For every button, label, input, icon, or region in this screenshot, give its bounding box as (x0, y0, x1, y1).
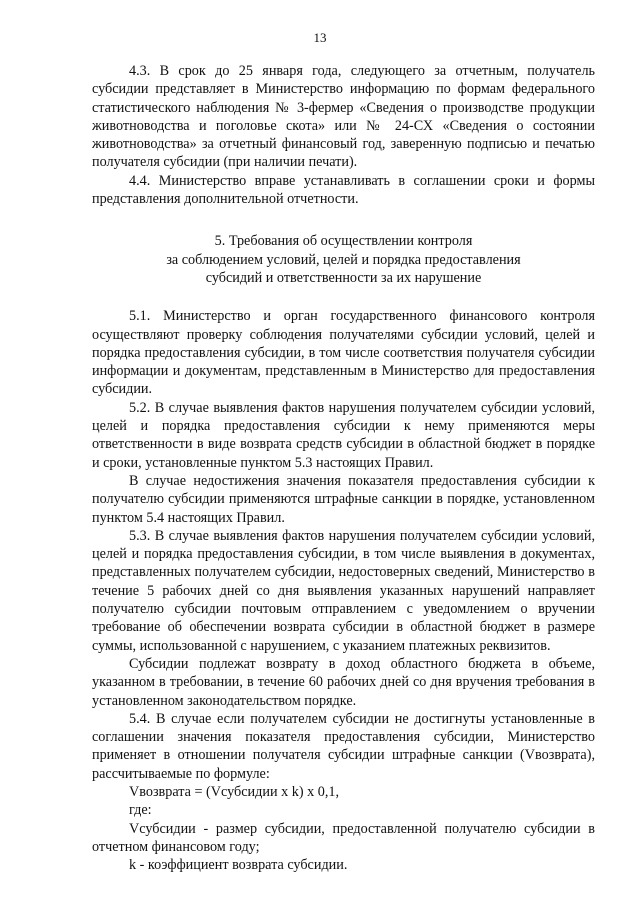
section-heading-line-3: субсидий и ответственности за их нарушение (205, 269, 482, 286)
paragraph-5-2-penalty: В случае недостижения значения показателя предоставления субсидии к получателю субсидии применяются штрафные санкции в порядке, установленном пунктом 5.4 настоящих Правил. (92, 472, 595, 526)
penalty-formula: Vвозврата = (Vсубсидии x k) x 0,1, (129, 783, 340, 800)
paragraph-5-2: 5.2. В случае выявления фактов нарушения получателем субсидии условий, целей и порядка предоставления субсидии к нему применяются меры ответственности в виде возврата средств субсидии в областной бюджет в порядке и сроки, установленные пунктом 5.3 настоящих Правил. (92, 399, 595, 471)
definition-v-subsidy: Vсубсидии - размер субсидии, предоставленной получателю субсидии в отчетном финансовом году; (92, 820, 595, 855)
section-heading-line-1: 5. Требования об осуществлении контроля (214, 233, 473, 250)
formula-where-label: где: (129, 802, 152, 819)
paragraph-5-3: 5.3. В случае выявления фактов нарушения получателем субсидии условий, целей и порядка предоставления субсидии, в том числе выявления в документах, представленных получателем субсидии, недостоверных сведений, Министерство в течение 5 рабочих дней со дня выявления указанных нарушений направляет получателю субсидии почтовым отправлением с уведомлением о вручении требование об обеспечении возврата субсидии в областной бюджет в размере суммы, использованной с нарушением, с указанием платежных реквизитов. (92, 527, 595, 654)
document-body (92, 62, 595, 874)
definition-k-coefficient: k - коэффициент возврата субсидии. (129, 857, 348, 874)
page-number: 13 (313, 30, 327, 45)
paragraph-4-3: 4.3. В срок до 25 января года, следующего за отчетным, получатель субсидии представляет в Министерство информацию по формам федерального статистического наблюдения № 3-фермер «Сведения о производстве продукции животноводства и поголовье скота» или № 24-СХ «Сведения о состоянии животноводства» за отчетный финансовый год, заверенную подписью и печатью получателя субсидии (при наличии печати). (92, 63, 595, 171)
section-heading-line-2: за соблюдением условий, целей и порядка предоставления (166, 251, 521, 268)
paragraph-4-4: 4.4. Министерство вправе устанавливать в соглашении сроки и формы представления дополнительной отчетности. (92, 172, 595, 208)
paragraph-5-1: 5.1. Министерство и орган государственного финансового контроля осуществляют проверку соблюдения получателями субсидии условий, целей и порядка предоставления субсидии, в том числе соответствия получателя субсидии информации и документам, представленным в Министерство для предоставления субсидии. (92, 308, 595, 398)
paragraph-5-4: 5.4. В случае если получателем субсидии не достигнуты установленные в соглашении значения показателя предоставления субсидии, Министерство применяет в отношении получателя субсидии штрафные санкции (Vвозврата), рассчитываемые по формуле: (92, 710, 595, 782)
paragraph-5-3-return: Субсидии подлежат возврату в доход областного бюджета в объеме, указанном в требовании, в течение 60 рабочих дней со дня вручения требования в установленном законодательством порядке. (92, 655, 595, 709)
section-heading (92, 232, 595, 287)
